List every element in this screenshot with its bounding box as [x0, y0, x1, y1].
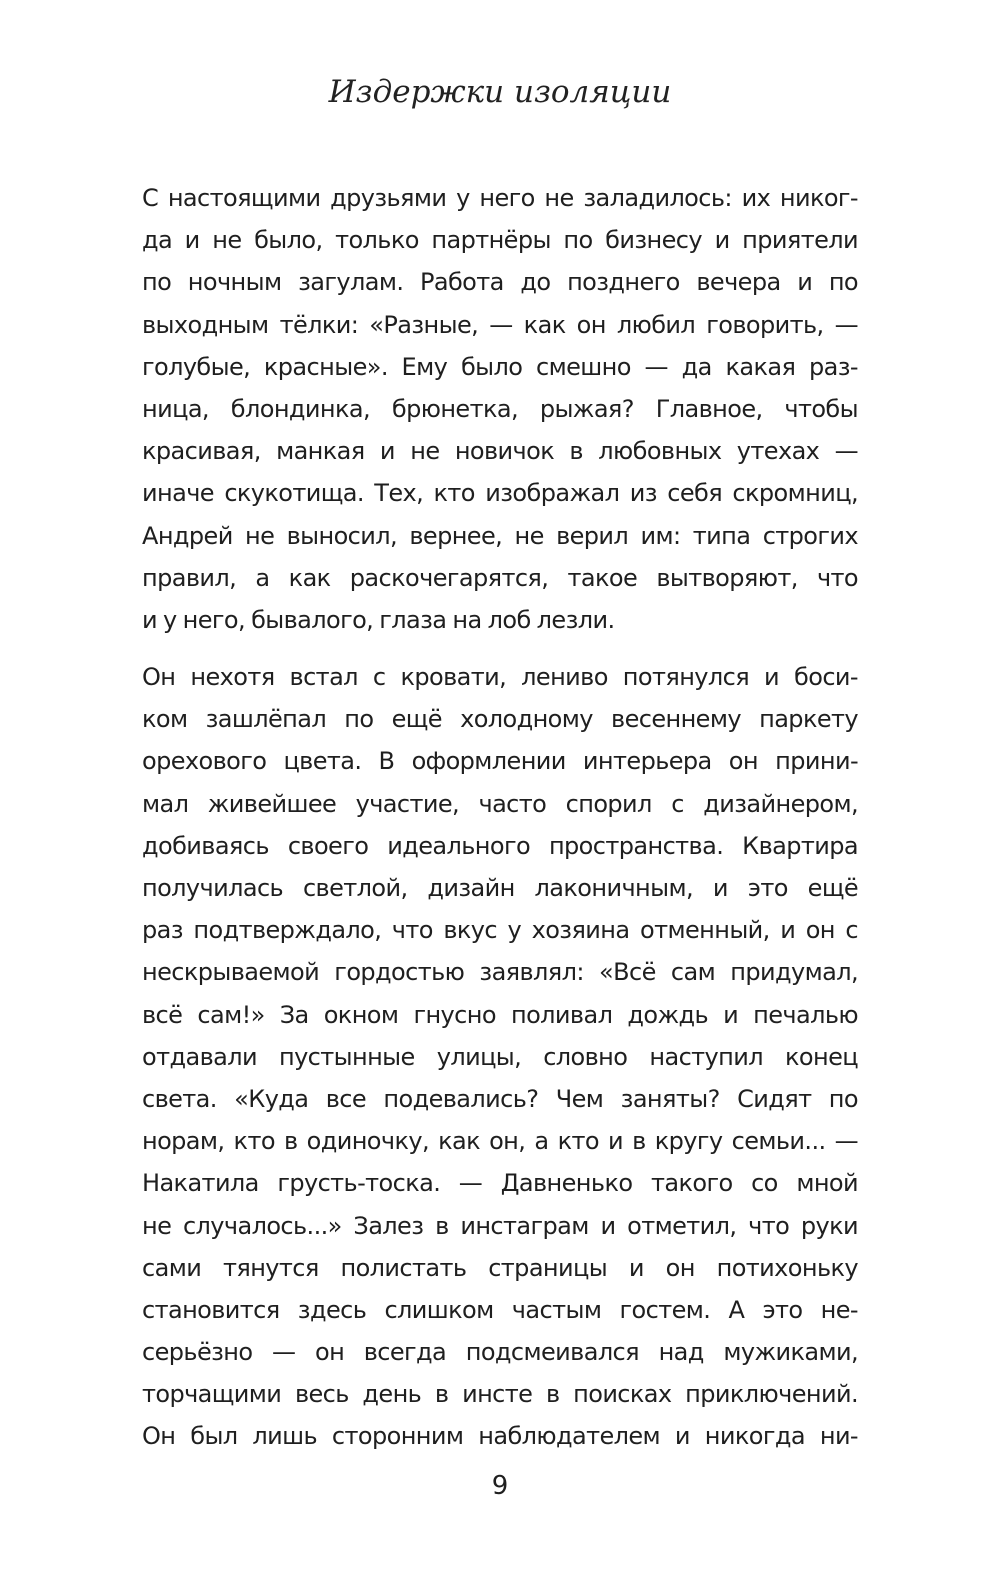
text-line: по ночным загулам. Работа до позднего вечера и по [142, 268, 858, 297]
text-line: голубые, красные». Ему было смешно — да какая раз- [142, 352, 858, 381]
text-line: правил, а как раскочегарятся, такое вытворяют, что [142, 563, 858, 592]
text-line: орехового цвета. В оформлении интерьера он прини- [142, 747, 858, 776]
text-line: Он был лишь сторонним наблюдателем и никогда ни- [142, 1422, 858, 1451]
text-line: Андрей не выносил, вернее, не верил им: типа строгих [142, 521, 858, 550]
page-number: 9 [491, 1471, 509, 1501]
text-line: отдавали пустынные улицы, словно наступил конец [142, 1042, 858, 1071]
text-line: серьёзно — он всегда подсмеивался над мужиками, [142, 1338, 858, 1367]
paragraph-1 [142, 177, 858, 641]
text-line: Он нехотя встал с кровати, лениво потянулся и боси- [142, 663, 858, 692]
text-line: не случалось...» Залез в инстаграм и отметил, что руки [142, 1211, 858, 1240]
text-line: Накатила грусть-тоска. — Давненько такого со мной [142, 1169, 858, 1198]
text-line: становится здесь слишком частым гостем. А это не- [142, 1295, 858, 1324]
text-line: всё сам!» За окном гнусно поливал дождь и печалью [142, 1000, 858, 1029]
text-line: ком зашлёпал по ещё холодному весеннему паркету [142, 705, 858, 734]
running-head: Издержки изоляции [328, 74, 672, 110]
text-line: ница, блондинка, брюнетка, рыжая? Главное, чтобы [142, 394, 858, 423]
text-line: да и не было, только партнёры по бизнесу и приятели [142, 226, 858, 255]
text-line: сами тянутся полистать страницы и он потихоньку [142, 1253, 858, 1282]
text-line: норам, кто в одиночку, как он, а кто и в кругу семьи... — [142, 1127, 858, 1156]
text-line: раз подтверждало, что вкус у хозяина отменный, и он с [142, 916, 858, 945]
text-line: света. «Куда все подевались? Чем заняты? Сидят по [142, 1084, 858, 1113]
text-line: красивая, манкая и не новичок в любовных утехах — [142, 437, 858, 466]
body-text [142, 177, 858, 1458]
text-line: и у него, бывалого, глаза на лоб лезли. [142, 605, 615, 634]
text-line: добиваясь своего идеального пространства. Квартира [142, 831, 858, 860]
text-line: иначе скукотища. Тех, кто изображал из себя скромниц, [142, 479, 858, 508]
text-line: получилась светлой, дизайн лаконичным, и это ещё [142, 874, 858, 902]
text-line: С настоящими друзьями у него не заладилось: их никог- [142, 184, 858, 212]
text-line: нескрываемой гордостью заявлял: «Всё сам придумал, [142, 958, 858, 987]
text-line: торчащими весь день в инсте в поисках приключений. [142, 1380, 858, 1409]
text-line: выходным тёлки: «Разные, — как он любил говорить, — [142, 310, 858, 339]
text-line: мал живейшее участие, часто спорил с дизайнером, [142, 789, 858, 818]
paragraph-2 [142, 656, 858, 1458]
